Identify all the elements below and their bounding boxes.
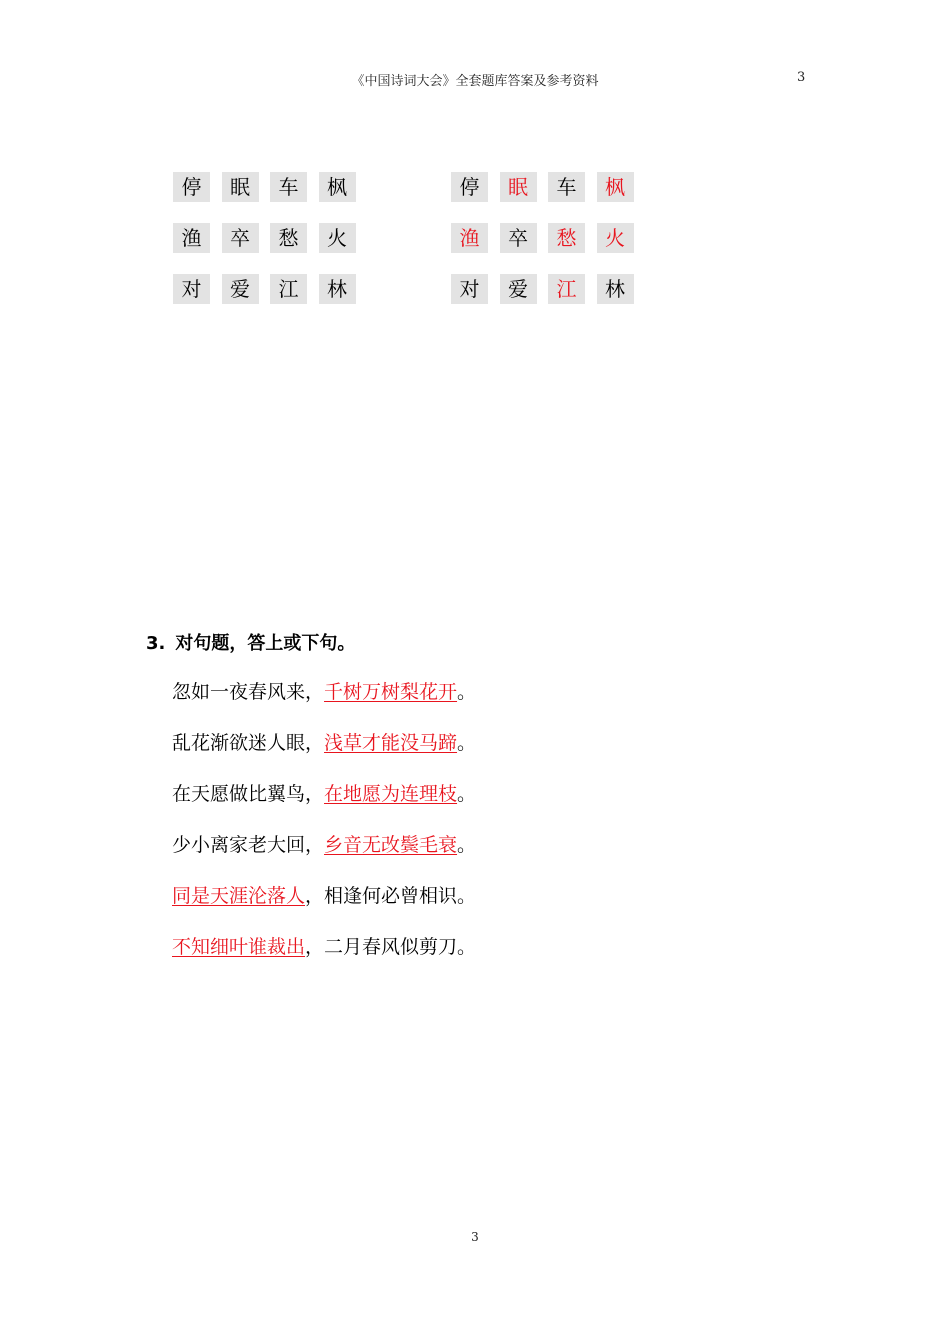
grid-row bbox=[451, 274, 645, 306]
answer-text: 浅草才能没马蹄 bbox=[324, 732, 458, 754]
couplet-line bbox=[172, 932, 476, 983]
grid-row bbox=[451, 223, 645, 255]
grid-row bbox=[173, 223, 367, 255]
character-cell: 对 bbox=[173, 274, 210, 304]
character-cell: 火 bbox=[597, 223, 634, 253]
character-cell: 林 bbox=[319, 274, 356, 304]
punctuation: 。 bbox=[457, 681, 477, 703]
punctuation: 。 bbox=[457, 834, 477, 856]
character-cell: 枫 bbox=[319, 172, 356, 202]
character-cell: 车 bbox=[270, 172, 307, 202]
character-cell: 爱 bbox=[500, 274, 537, 304]
character-cell: 江 bbox=[270, 274, 307, 304]
character-cell: 渔 bbox=[451, 223, 488, 253]
character-cell: 眠 bbox=[500, 172, 537, 202]
punctuation: 。 bbox=[457, 732, 477, 754]
character-cell: 爱 bbox=[222, 274, 259, 304]
punctuation: 。 bbox=[457, 783, 477, 805]
punctuation: ， bbox=[305, 681, 325, 703]
character-cell: 火 bbox=[319, 223, 356, 253]
couplet-list bbox=[172, 677, 476, 983]
character-cell: 愁 bbox=[270, 223, 307, 253]
grid-row bbox=[173, 172, 367, 204]
puzzle-answer-grid bbox=[451, 172, 645, 325]
character-cell: 江 bbox=[548, 274, 585, 304]
punctuation: ， bbox=[305, 936, 325, 958]
answer-text: 同是天涯沦落人 bbox=[172, 885, 306, 907]
character-cell: 对 bbox=[451, 274, 488, 304]
punctuation: ， bbox=[305, 732, 325, 754]
punctuation: ， bbox=[305, 885, 325, 907]
character-cell: 林 bbox=[597, 274, 634, 304]
given-text: 相逢何必曾相识 bbox=[324, 885, 458, 907]
character-cell: 愁 bbox=[548, 223, 585, 253]
character-cell: 车 bbox=[548, 172, 585, 202]
couplet-line bbox=[172, 779, 476, 830]
section-number: 3. bbox=[146, 633, 166, 654]
page-header-number: 3 bbox=[797, 70, 806, 85]
section-3-heading bbox=[146, 629, 355, 655]
answer-text: 千树万树梨花开 bbox=[324, 681, 458, 703]
punctuation: 。 bbox=[457, 936, 477, 958]
given-text: 忽如一夜春风来 bbox=[172, 681, 306, 703]
character-cell: 渔 bbox=[173, 223, 210, 253]
section-title: 对句题，答上或下句。 bbox=[175, 633, 356, 654]
grid-row bbox=[173, 274, 367, 306]
character-cell: 卒 bbox=[500, 223, 537, 253]
page-footer-number: 3 bbox=[471, 1230, 479, 1244]
character-cell: 眠 bbox=[222, 172, 259, 202]
couplet-line bbox=[172, 728, 476, 779]
character-cell: 卒 bbox=[222, 223, 259, 253]
given-text: 在天愿做比翼鸟 bbox=[172, 783, 306, 805]
given-text: 少小离家老大回 bbox=[172, 834, 306, 856]
punctuation: ， bbox=[305, 783, 325, 805]
grid-row bbox=[451, 172, 645, 204]
character-cell: 停 bbox=[173, 172, 210, 202]
answer-text: 乡音无改鬓毛衰 bbox=[324, 834, 458, 856]
punctuation: 。 bbox=[457, 885, 477, 907]
answer-text: 不知细叶谁裁出 bbox=[172, 936, 306, 958]
couplet-line bbox=[172, 677, 476, 728]
given-text: 乱花渐欲迷人眼 bbox=[172, 732, 306, 754]
punctuation: ， bbox=[305, 834, 325, 856]
given-text: 二月春风似剪刀 bbox=[324, 936, 458, 958]
page-header-title: 《中国诗词大会》全套题库答案及参考资料 bbox=[351, 74, 599, 89]
couplet-line bbox=[172, 881, 476, 932]
puzzle-question-grid bbox=[173, 172, 367, 325]
character-cell: 停 bbox=[451, 172, 488, 202]
character-cell: 枫 bbox=[597, 172, 634, 202]
answer-text: 在地愿为连理枝 bbox=[324, 783, 458, 805]
couplet-line bbox=[172, 830, 476, 881]
